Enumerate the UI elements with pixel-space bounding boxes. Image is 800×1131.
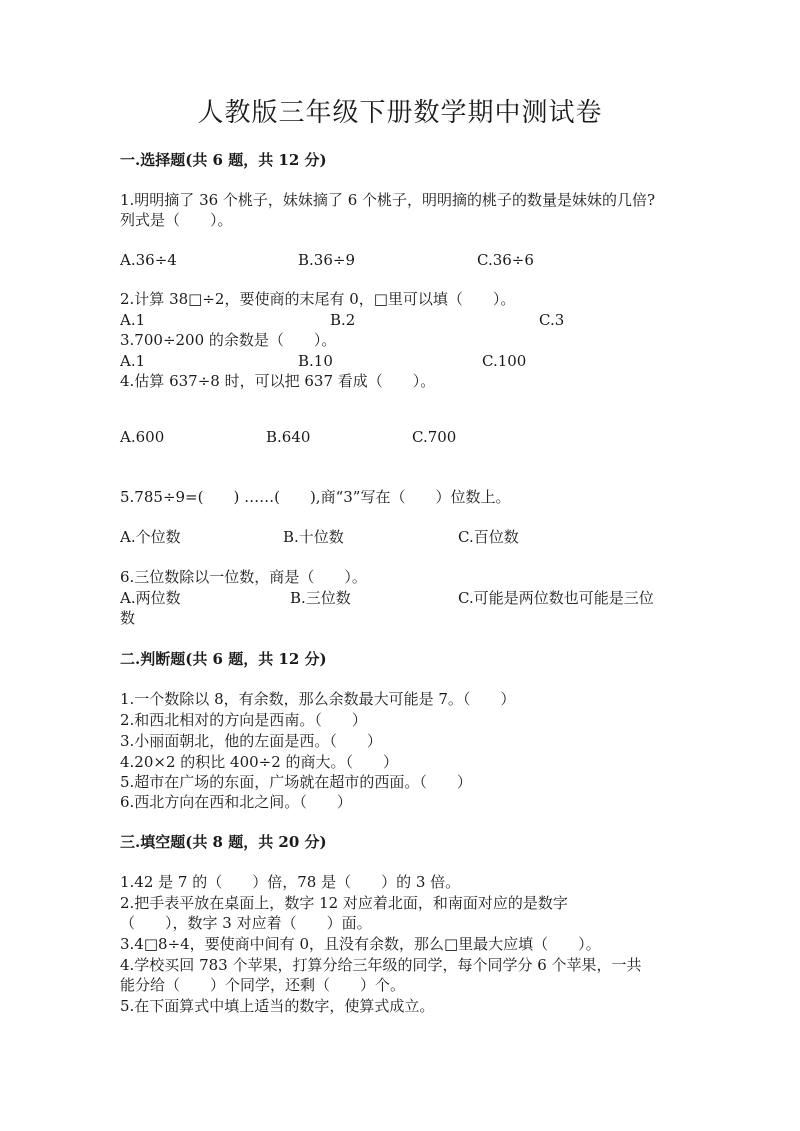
question-text: 5.785÷9=( ) ……( ),商“3”写在（ ）位数上。 xyxy=(120,488,511,506)
option-c: C.100 xyxy=(482,352,527,370)
fill-line: 能分给（ ）个同学，还剩（ ）个。 xyxy=(120,976,406,994)
fill-line: （ ），数字 3 对应着（ ）面。 xyxy=(120,914,372,932)
question-text: 2.计算 38□÷2，要使商的末尾有 0，□里可以填（ ）。 xyxy=(120,290,516,308)
section-heading-fill: 三.填空题(共 8 题，共 20 分) xyxy=(120,833,327,851)
fill-line: 2.把手表平放在桌面上，数字 12 对应着北面，和南面对应的是数字 xyxy=(120,894,568,912)
option-c-wrap: 数 xyxy=(120,609,136,627)
fill-line: 5.在下面算式中填上适当的数字，使算式成立。 xyxy=(120,997,435,1015)
option-b: B.十位数 xyxy=(283,528,344,546)
section-heading-judgement: 二.判断题(共 6 题，共 12 分) xyxy=(120,650,327,668)
option-a: A.1 xyxy=(120,352,146,370)
question-text: 列式是（ ）。 xyxy=(120,211,233,229)
option-c: C.700 xyxy=(412,428,457,446)
judgement-item: 3.小丽面朝北，他的左面是西。（ ） xyxy=(120,732,382,750)
judgement-item: 6.西北方向在西和北之间。（ ） xyxy=(120,793,352,811)
question-text: 6.三位数除以一位数，商是（ ）。 xyxy=(120,568,367,586)
option-c: C.可能是两位数也可能是三位 xyxy=(458,589,654,607)
fill-line: 1.42 是 7 的（ ）倍，78 是（ ）的 3 倍。 xyxy=(120,873,461,891)
option-b: B.10 xyxy=(298,352,333,370)
option-b: B.640 xyxy=(266,428,311,446)
judgement-item: 2.和西北相对的方向是西南。（ ） xyxy=(120,711,367,729)
option-a: A.1 xyxy=(120,311,146,329)
fill-line: 4.学校买回 783 个苹果，打算分给三年级的同学，每个同学分 6 个苹果，一共 xyxy=(120,956,642,974)
section-heading-choice: 一.选择题(共 6 题，共 12 分) xyxy=(120,151,327,169)
judgement-item: 4.20×2 的积比 400÷2 的商大。（ ） xyxy=(120,753,399,771)
option-a: A.36÷4 xyxy=(120,251,177,269)
question-text: 4.估算 637÷8 时，可以把 637 看成（ ）。 xyxy=(120,372,436,390)
option-b: B.三位数 xyxy=(290,589,351,607)
judgement-item: 1.一个数除以 8，有余数，那么余数最大可能是 7。（ ） xyxy=(120,690,516,708)
option-c: C.3 xyxy=(539,311,565,329)
option-a: A.两位数 xyxy=(120,589,181,607)
judgement-item: 5.超市在广场的东面，广场就在超市的西面。（ ） xyxy=(120,773,472,791)
option-c: C.百位数 xyxy=(458,528,519,546)
option-a: A.个位数 xyxy=(120,528,181,546)
option-b: B.2 xyxy=(330,311,356,329)
question-text: 1.明明摘了 36 个桃子，妹妹摘了 6 个桃子，明明摘的桃子的数量是妹妹的几倍? xyxy=(120,191,656,209)
option-c: C.36÷6 xyxy=(477,251,534,269)
fill-line: 3.4□8÷4，要使商中间有 0，且没有余数，那么□里最大应填（ ）。 xyxy=(120,935,601,953)
option-b: B.36÷9 xyxy=(298,251,355,269)
page-title: 人教版三年级下册数学期中测试卷 xyxy=(197,98,603,128)
option-a: A.600 xyxy=(120,428,165,446)
question-text: 3.700÷200 的余数是（ ）。 xyxy=(120,331,337,349)
